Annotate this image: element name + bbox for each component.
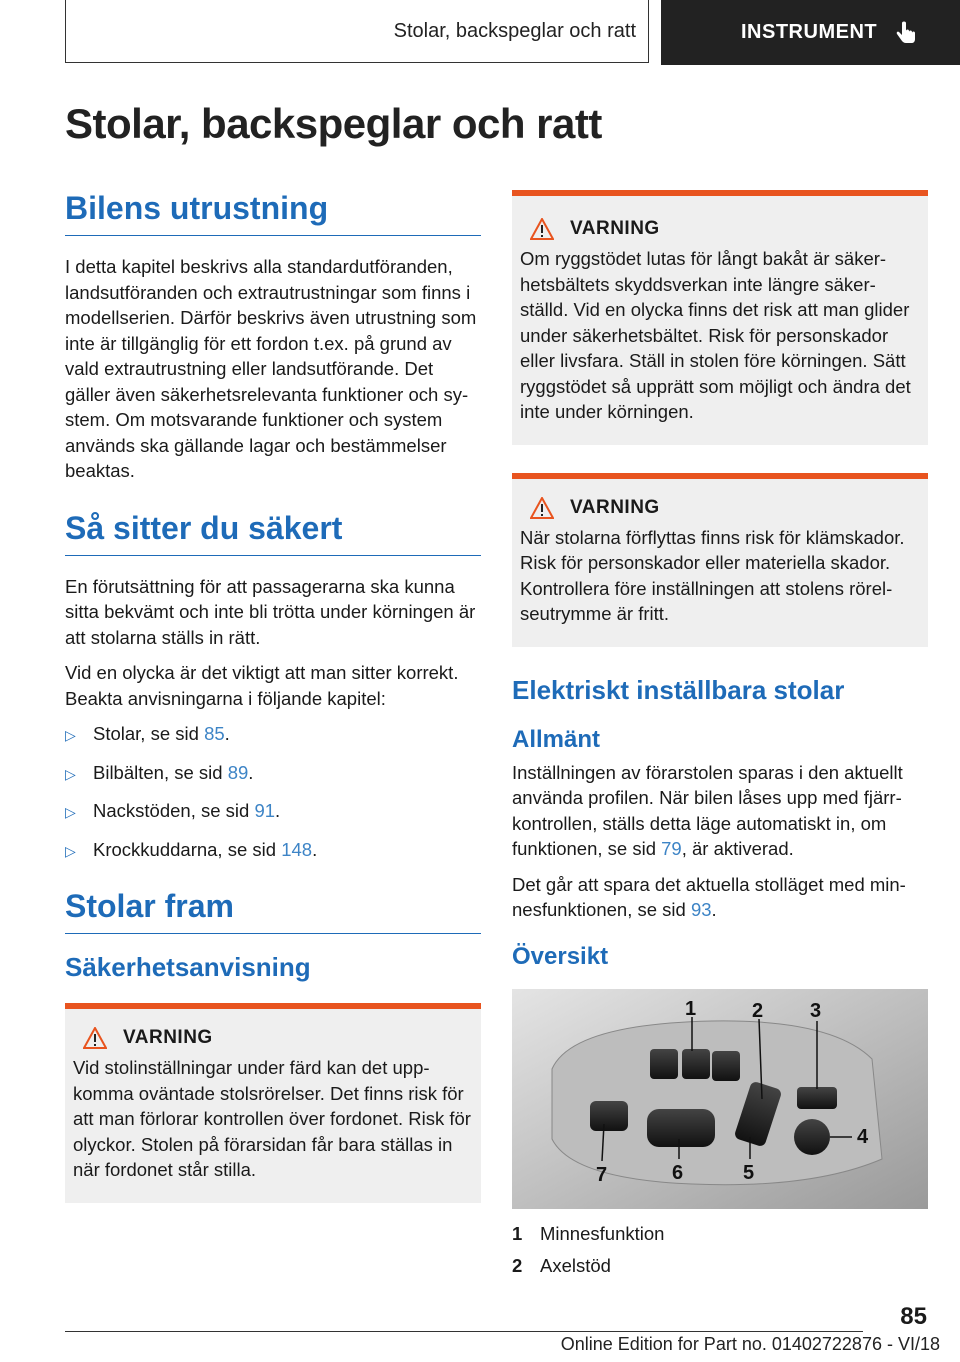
warning-text: Om ryggstödet lutas för långt bakåt är säker-hetsbältets skyddsverkan inte längre säker-ställd. Vid en olycka finns det risk att man glider under säkerhetsbältet. Risk för personskador eller livsfara. Ställ in stolen före körningen. Sätt ryggstödet så upprätt som möjligt och ändra det inte under körningen. bbox=[520, 248, 911, 422]
page-link[interactable]: 93 bbox=[690, 899, 712, 920]
warning-title: VARNING bbox=[123, 1027, 213, 1048]
list-item bbox=[65, 837, 481, 865]
xref-text: Krockkuddarna, se sid bbox=[93, 838, 282, 860]
warning-box bbox=[512, 190, 928, 445]
running-header-chapter-title: INSTRUMENT bbox=[741, 21, 878, 43]
subheading-allmant: Allmänt bbox=[512, 725, 601, 753]
running-header-section-title: Stolar, backspeglar och ratt bbox=[393, 19, 636, 42]
list-item bbox=[65, 760, 481, 788]
page-link[interactable]: 85 bbox=[204, 723, 225, 744]
xref-text: Bilbälten, se sid bbox=[93, 761, 228, 783]
paragraph-text: . bbox=[711, 899, 717, 920]
list-item bbox=[65, 798, 481, 826]
callout-label: 2 bbox=[752, 999, 764, 1022]
callout-label: 3 bbox=[810, 999, 822, 1022]
legend-number: 2 bbox=[512, 1255, 523, 1276]
triangle-bullet-icon: ▷ bbox=[65, 765, 76, 782]
xref-end: . bbox=[248, 761, 254, 783]
page-link[interactable]: 91 bbox=[254, 800, 276, 821]
list-item bbox=[512, 1253, 928, 1279]
callout-label: 6 bbox=[672, 1161, 684, 1184]
page-number: 85 bbox=[900, 1303, 927, 1330]
xref-text: Stolar, se sid bbox=[93, 723, 205, 744]
list-item bbox=[65, 721, 481, 749]
callout-legend bbox=[512, 1221, 928, 1279]
callout-label: 4 bbox=[857, 1125, 869, 1148]
page-title: Stolar, backspeglar och ratt bbox=[65, 100, 602, 147]
lumbar-knob bbox=[794, 1119, 830, 1155]
warning-triangle-icon bbox=[530, 218, 554, 240]
xref-end: . bbox=[275, 800, 281, 821]
seat-switch bbox=[647, 1109, 715, 1147]
legend-text: Axelstöd bbox=[540, 1255, 611, 1276]
memory-button bbox=[712, 1051, 740, 1081]
paragraph-allmant-2 bbox=[512, 872, 928, 923]
paragraph-text: , är aktiverad. bbox=[681, 838, 794, 859]
paragraph-text: Det går att spara det aktuella stolläget med min-nesfunktionen, se sid bbox=[512, 873, 906, 920]
switch bbox=[797, 1087, 837, 1109]
memory-button bbox=[650, 1049, 678, 1079]
triangle-bullet-icon: ▷ bbox=[65, 804, 76, 820]
xref-text: Nackstöden, se sid bbox=[93, 800, 255, 821]
running-header-chapter bbox=[661, 0, 960, 65]
running-header-section bbox=[65, 0, 649, 63]
paragraph-allmant-1 bbox=[512, 760, 928, 862]
xref-end: . bbox=[312, 838, 318, 860]
warning-box bbox=[512, 473, 928, 647]
warning-title: VARNING bbox=[570, 496, 660, 518]
page-link[interactable]: 79 bbox=[661, 838, 682, 859]
legend-text: Minnesfunktion bbox=[540, 1222, 665, 1244]
section-heading-elektriskt-installbara-stolar: Elektriskt inställbara stolar bbox=[512, 674, 845, 705]
memory-button bbox=[682, 1049, 710, 1079]
right-column bbox=[512, 190, 928, 1286]
page-link[interactable]: 89 bbox=[227, 761, 249, 783]
warning-triangle-icon bbox=[83, 1027, 107, 1049]
triangle-bullet-icon: ▷ bbox=[65, 727, 76, 743]
section-heading-bilens-utrustning: Bilens utrustning bbox=[65, 190, 481, 236]
legend-number: 1 bbox=[512, 1222, 523, 1244]
callout-label: 5 bbox=[743, 1161, 755, 1184]
switch bbox=[590, 1101, 628, 1131]
section-heading-stolar-fram: Stolar fram bbox=[65, 888, 481, 934]
page-link[interactable]: 148 bbox=[281, 838, 313, 860]
callout-label: 1 bbox=[685, 997, 697, 1020]
pointing-hand-icon bbox=[893, 20, 919, 46]
warning-text: Vid stolinställningar under färd kan det upp-komma oväntade stolsrörelser. Det finns risk för att man förlorar kontrollen över fordonet. Risk för olyckor. Stolen på förarsidan får bara ställas in när fordonet står stilla. bbox=[73, 1057, 471, 1180]
cross-reference-list bbox=[65, 721, 481, 864]
paragraph-sitter-2: Vid en olycka är det viktigt att man sitter korrekt. Beakta anvisningarna i följande kapitel: bbox=[65, 662, 459, 709]
subheading-sakerhetsanvisning: Säkerhetsanvisning bbox=[65, 952, 311, 982]
xref-end: . bbox=[224, 723, 230, 744]
warning-box bbox=[65, 1003, 481, 1203]
triangle-bullet-icon: ▷ bbox=[65, 842, 76, 859]
warning-text: När stolarna förflyttas finns risk för klämskador. Risk för personskador eller materiella skador. Kontrollera före inställningen att stolens rörel-seutrymme är fritt. bbox=[520, 526, 905, 624]
footer-divider bbox=[65, 1331, 863, 1332]
list-item bbox=[512, 1221, 928, 1247]
left-column bbox=[65, 190, 481, 1231]
warning-triangle-icon bbox=[530, 497, 554, 519]
warning-title: VARNING bbox=[570, 218, 660, 239]
footer-edition: Online Edition for Part no. 01402722876 - VI/18 bbox=[560, 1334, 940, 1354]
paragraph-sitter-1: En förutsättning för att passagerarna ska kunna sitta bekvämt och inte bli trötta under körningen är att stolarna ställs in rätt. bbox=[65, 575, 476, 648]
subheading-oversikt: Översikt bbox=[512, 942, 609, 970]
paragraph-text: Inställningen av förarstolen sparas i den aktuellt använda profilen. När bilen låses upp med fjärr-kontrollen, ställs detta läge automatiskt in, om funktionen, se sid bbox=[512, 761, 903, 859]
seat-controls-photo bbox=[512, 989, 928, 1209]
paragraph-bilens-utrustning: I detta kapitel beskrivs alla standardutföranden, landsutföranden och extrautrustningar som finns i modellserien. Därför beskrivs även utrustning som inte är tillgänglig för ett fordon t.ex. på grund av vald extrautrustning eller landsutförande. Det gäller även säkerhetsrelevanta funktioner och sy-stem. Om motsvarande funktioner och system används ska gällande lagar och bestämmelser beaktas. bbox=[65, 256, 477, 481]
callout-label: 7 bbox=[596, 1163, 608, 1186]
section-heading-sa-sitter-du-sakert: Så sitter du säkert bbox=[65, 510, 481, 556]
